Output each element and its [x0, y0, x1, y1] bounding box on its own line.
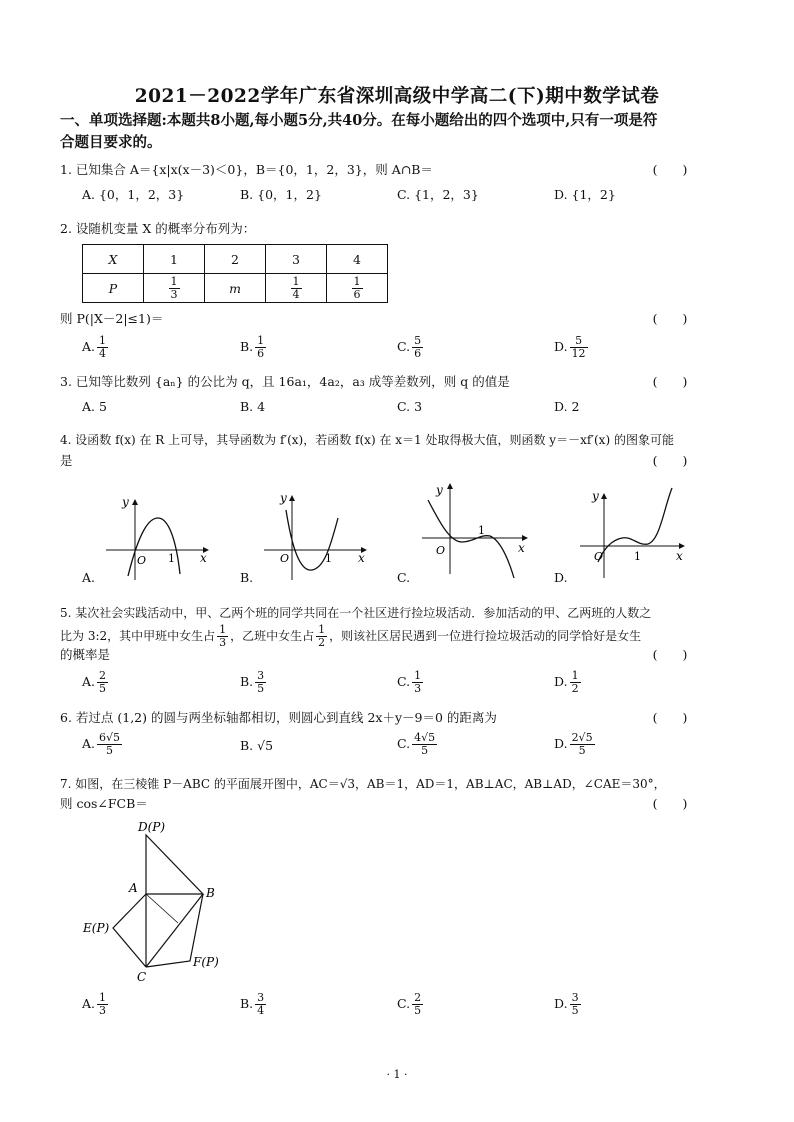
- table-cell: m: [205, 274, 266, 303]
- origin-label: O: [280, 552, 290, 565]
- option-b[interactable]: B. $\frac{1}{6}$: [240, 334, 265, 360]
- question-4-text: 4. 设函数 f(x) 在 R 上可导，其导函数为 f′(x)，若函数 f(x) 在 x＝1 处取得极大值，则函数 y＝－xf′(x) 的图象可能: [60, 433, 674, 447]
- option-d[interactable]: D.: [554, 570, 568, 585]
- fraction: $\frac{1}{6}$: [353, 274, 361, 301]
- table-row: [83, 274, 388, 303]
- x-axis-label: x: [518, 541, 525, 555]
- tick-label: 1: [478, 524, 485, 537]
- option-c[interactable]: C. 3: [397, 399, 423, 414]
- section-line-1: 一、单项选择题:本题共8小题,每小题5分,共40分。在每小题给出的四个选项中,只有一项是符: [60, 112, 658, 129]
- option-b[interactable]: B.: [240, 570, 254, 585]
- answer-blank: ( ): [652, 710, 688, 725]
- option-a[interactable]: A. 5: [82, 399, 107, 414]
- option-d[interactable]: D. $\frac{3}{5}$: [554, 991, 579, 1017]
- question-6: [60, 708, 750, 728]
- question-5-line2: 比为 3:2，其中甲班中女生占 $\frac{1}{3}$ ，乙班中女生占 $\frac{1}{2}$ ，则该社区居民遇到一位进行捡垃圾活动的同学恰好是女生: [60, 623, 642, 649]
- table-cell: [327, 274, 388, 303]
- answer-blank: ( ): [652, 647, 688, 662]
- option-a[interactable]: A. $\frac{1}{3}$: [82, 991, 107, 1017]
- option-b[interactable]: B. √5: [240, 738, 274, 753]
- x-axis-label: x: [676, 549, 683, 563]
- graph-a[interactable]: [106, 495, 208, 580]
- table-cell: 1: [144, 245, 205, 274]
- question-3: [60, 372, 750, 392]
- table-cell: P: [83, 274, 144, 303]
- table-cell: 4: [327, 245, 388, 274]
- option-d[interactable]: D. $\frac{5}{12}$: [554, 334, 586, 360]
- section-line-2: 合题目要求的。: [60, 134, 162, 151]
- tick-label: 1: [325, 552, 332, 565]
- graph-c[interactable]: [422, 483, 527, 578]
- option-d[interactable]: D. 2: [554, 399, 580, 414]
- option-d[interactable]: D. $\frac{1}{2}$: [554, 669, 579, 695]
- question-7-text2: 则 cos∠FCB＝: [60, 796, 148, 811]
- answer-blank: ( ): [652, 374, 688, 389]
- question-6-text: 6. 若过点 (1,2) 的圆与两坐标轴都相切，则圆心到直线 2x＋y－9＝0 的距离为: [60, 710, 497, 725]
- question-7-text: 7. 如图，在三棱锥 P－ABC 的平面展开图中，AC＝√3，AB＝1，AD＝1，AB⊥AC，AB⊥AD，∠CAE＝30°，: [60, 777, 666, 791]
- x-axis-label: x: [358, 551, 365, 565]
- table-cell: 3: [266, 245, 327, 274]
- option-a[interactable]: A. $\frac{1}{4}$: [82, 334, 107, 360]
- question-5-options: [60, 670, 750, 696]
- option-c[interactable]: C. $\frac{2}{5}$: [397, 991, 422, 1017]
- option-b[interactable]: B. $\frac{3}{4}$: [240, 991, 265, 1017]
- question-1: [60, 160, 750, 180]
- option-c[interactable]: C. $\frac{5}{6}$: [397, 334, 422, 360]
- fraction: $\frac{1}{3}$: [170, 274, 178, 301]
- page-title: 2021－2022学年广东省深圳高级中学高二(下)期中数学试卷: [134, 86, 660, 107]
- question-7-options: [60, 992, 750, 1020]
- table-cell: X: [83, 245, 144, 274]
- x-axis-label: x: [200, 551, 207, 565]
- vertex-e-label: E(P): [83, 921, 110, 935]
- table-cell: [266, 274, 327, 303]
- question-2-options: [60, 335, 750, 361]
- option-b[interactable]: B. 4: [240, 399, 266, 414]
- table-cell: [144, 274, 205, 303]
- question-5-text3: 的概率是: [60, 647, 111, 662]
- y-axis-label: y: [122, 495, 129, 509]
- question-1-text: 1. 已知集合 A＝{x|x(x－3)＜0}，B＝{0，1，2，3}，则 A∩B＝: [60, 162, 433, 177]
- unfolded-pyramid-figure: [0, 815, 260, 985]
- option-b[interactable]: B. $\frac{3}{5}$: [240, 669, 265, 695]
- vertex-c-label: C: [137, 970, 147, 984]
- tick-label: 1: [634, 550, 641, 563]
- option-c[interactable]: C.: [397, 570, 411, 585]
- origin-label: O: [436, 544, 446, 557]
- question-5-line3: [60, 645, 750, 665]
- question-2-ask: [60, 309, 750, 329]
- option-c[interactable]: C. $\frac{4√5}{5}$: [397, 731, 436, 757]
- table-row: [83, 245, 388, 274]
- answer-blank: ( ): [652, 796, 688, 811]
- vertex-b-label: B: [206, 886, 215, 900]
- answer-blank: ( ): [652, 311, 688, 326]
- option-a[interactable]: A. $\frac{2}{5}$: [82, 669, 107, 695]
- vertex-f-label: F(P): [193, 955, 219, 969]
- question-2-text: 2. 设随机变量 X 的概率分布列为：: [60, 221, 256, 236]
- option-d[interactable]: D. $\frac{2√5}{5}$: [554, 731, 593, 757]
- origin-label: O: [594, 550, 604, 563]
- answer-blank: ( ): [652, 453, 688, 468]
- answer-blank: ( ): [652, 162, 688, 177]
- y-axis-label: y: [280, 491, 287, 505]
- y-axis-label: y: [592, 489, 599, 503]
- vertex-a-label: A: [129, 881, 138, 895]
- option-a[interactable]: A. $\frac{6√5}{5}$: [82, 731, 121, 757]
- graph-b[interactable]: [264, 491, 366, 580]
- graph-d[interactable]: [580, 488, 684, 578]
- option-a[interactable]: A. {0，1，2，3}: [82, 187, 185, 202]
- question-3-text: 3. 已知等比数列 {aₙ} 的公比为 q，且 16a₁，4a₂，a₃ 成等差数列，则 q 的值是: [60, 374, 510, 389]
- table-cell: 2: [205, 245, 266, 274]
- question-4-line2: [60, 451, 750, 471]
- question-5-line1: 5. 某次社会实践活动中，甲、乙两个班的同学共同在一个社区进行捡垃圾活动．参加活动的甲、乙两班的人数之: [60, 606, 652, 620]
- question-4-text2: 是: [60, 453, 73, 468]
- page-number: · 1 ·: [386, 1068, 408, 1081]
- distribution-table: [82, 244, 388, 303]
- option-d[interactable]: D. {1，2}: [554, 187, 616, 202]
- question-2-ask-text: 则 P(|X－2|≤1)＝: [60, 311, 164, 326]
- y-axis-label: y: [436, 483, 443, 497]
- origin-label: O: [137, 554, 147, 567]
- question-6-options: [60, 732, 750, 760]
- option-a[interactable]: A.: [82, 570, 96, 585]
- fraction: $\frac{1}{4}$: [292, 274, 300, 301]
- tick-label: 1: [168, 552, 175, 565]
- option-c[interactable]: C. $\frac{1}{3}$: [397, 669, 422, 695]
- option-c[interactable]: C. {1，2，3}: [397, 187, 479, 202]
- question-7-line2: [60, 794, 750, 814]
- vertex-d-label: D(P): [138, 820, 166, 834]
- section-heading: [60, 110, 750, 154]
- option-b[interactable]: B. {0，1，2}: [240, 187, 322, 202]
